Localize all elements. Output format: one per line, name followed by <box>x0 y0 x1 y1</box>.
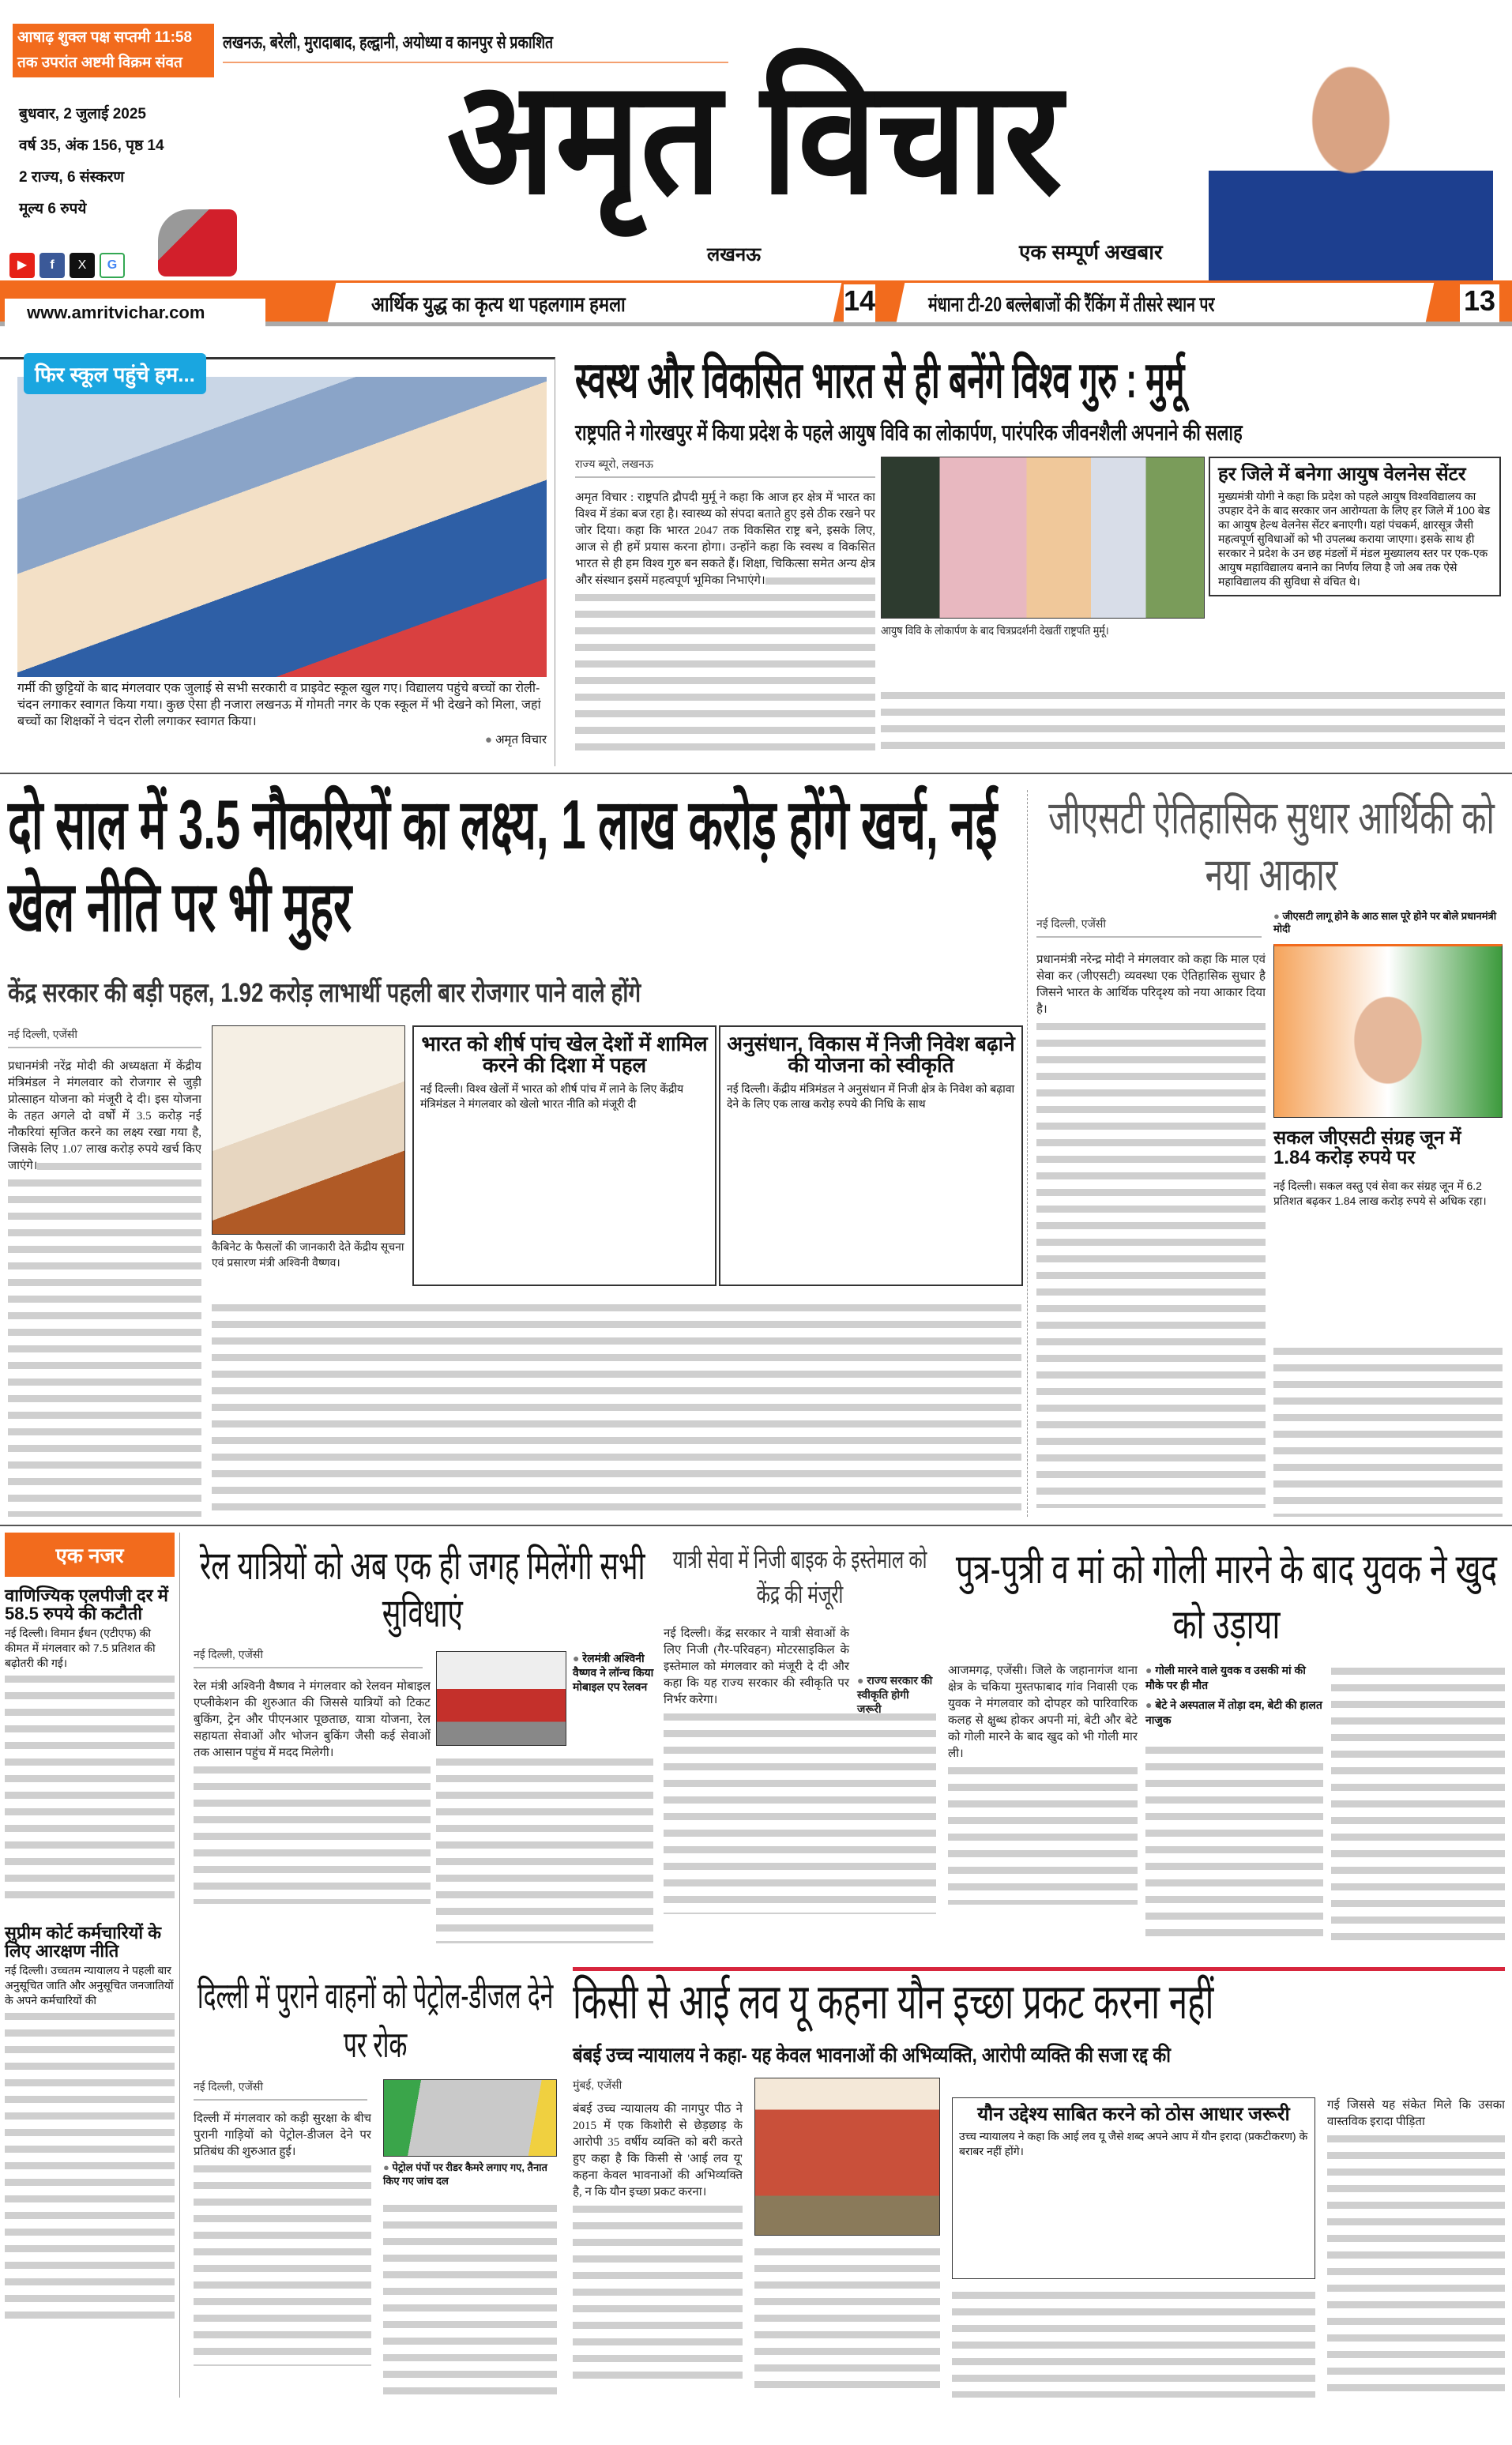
facebook-icon[interactable]: f <box>39 253 65 278</box>
social-icons <box>9 253 125 278</box>
gst-column-rule <box>1027 790 1028 1517</box>
fuel-headline: दिल्ली में पुराने वाहनों को पेट्रोल-डीजल देने पर रोक <box>197 1975 554 2065</box>
bike-headline: यात्री सेवा में निजी बाइक के इस्तेमाल को केंद्र की मंजूरी <box>672 1545 927 1608</box>
brief-title: सुप्रीम कोर्ट कर्मचारियों के लिए आरक्षण नीति <box>5 1923 162 1962</box>
gst-box-body: नई दिल्ली। सकल वस्तु एवं सेवा कर संग्रह जून में 6.2 प्रतिशत बढ़कर 1.84 लाख करोड़ रुपये से अधिक रहा। <box>1273 1179 1487 1207</box>
murmu-headline: स्वस्थ और विकसित भारत से ही बनेंगे विश्व गुरु : मुर्मू <box>575 352 1185 408</box>
gst-body: प्रधानमंत्री नरेन्द्र मोदी ने मंगलवार को कहा कि माल एवं सेवा कर (जीएसटी) व्यवस्था एक ऐतिहासिक सुधार है जिसने भारत के आर्थिक परिदृश्य को नया आकार दिया है। <box>1036 952 1266 1517</box>
bike-bullet: ● राज्य सरकार की स्वीकृति होगी जरूरी <box>857 1673 936 1716</box>
research-box-title: अनुसंधान, विकास में निजी निवेश बढ़ाने की योजना को स्वीकृति <box>727 1032 1015 1078</box>
jobs-heading-block <box>8 784 1019 948</box>
fuel-caption: ● पेट्रोल पंपों पर रीडर कैमरे लगाए गए, तैनात किए गए जांच दल <box>383 2161 557 2187</box>
teaser-2-text[interactable]: मंधाना टी-20 बल्लेबाजों की रैंकिंग में तीसरे स्थान पर <box>928 292 1215 316</box>
sports-policy-box <box>412 1025 717 1286</box>
fuel-body: दिल्ली में मंगलवार को कड़ी सुरक्षा के बीच पुरानी गाड़ियों को पेट्रोल-डीजल देने पर प्रतिबंध की शुरुआत हुई। <box>194 2111 371 2398</box>
tagline: एक सम्पूर्ण अखबार <box>1019 240 1163 264</box>
gst-bullet: ● जीएसटी लागू होने के आठ साल पूरे होने पर बोले प्रधानमंत्री मोदी <box>1273 910 1503 935</box>
school-caption-block <box>17 680 547 747</box>
loveu-dateline: मुंबई, एजेंसी <box>573 2078 622 2091</box>
red-rule <box>573 1967 1505 1971</box>
website-url[interactable]: www.amritvichar.com <box>5 299 265 326</box>
rail-bullet: ● रेलमंत्री अश्विनी वैष्णव ने लॉन्च किया मोबाइल एप रेलवन <box>573 1651 656 1694</box>
school-photo-panel <box>0 357 555 766</box>
murmu-body-cont <box>881 687 1505 758</box>
modi-photo <box>1273 944 1503 1118</box>
ayush-photo <box>881 457 1205 619</box>
gst-body-cont <box>1273 1343 1503 1517</box>
murmu-body: अमृत विचार : राष्ट्रपति द्रौपदी मुर्मू ने कहा कि आज हर क्षेत्र में भारत का विश्व में डंका बज रहा है। स्वास्थ्य को संपदा बताते हुए इसे ठीक रखने पर जोर दिया। कहा कि भारत 2047 तक विकसित राष्ट्र बने, इसके लिए, आज से ही हमें प्रयास करना होगा। उन्होंने कहा कि स्वस्थ व विकसित भारत से ही हम विश्व गुरु बन सकते हैं। शिक्षा, चिकित्सा समेत अन्य क्षेत्र और संस्थान इसमें महत्वपूर्ण भूमिका निभाएंगे। <box>575 490 875 758</box>
divider <box>0 1525 1512 1526</box>
teaser-2-page: 13 <box>1460 284 1499 322</box>
ayush-box-title: हर जिले में बनेगा आयुष वेलनेस सेंटर <box>1218 464 1466 485</box>
crime-body-cont <box>1145 1742 1323 1943</box>
gst-dateline: नई दिल्ली, एजेंसी <box>1036 916 1262 938</box>
gst-box-title: सकल जीएसटी संग्रह जून में 1.84 करोड़ रुपये पर <box>1273 1127 1461 1169</box>
fuel-nozzle-photo <box>383 2079 557 2157</box>
rail-headline: रेल यात्रियों को अब एक ही जगह मिलेंगी सभी सुविधाएं <box>199 1544 645 1635</box>
issue-date: बुधवार, 2 जुलाई 2025 <box>19 106 146 122</box>
murmu-dateline: राज्य ब्यूरो, लखनऊ <box>575 457 875 478</box>
school-caption: गर्मी की छुट्टियों के बाद मंगलवार एक जुलाई से सभी सरकारी व प्राइवेट स्कूल खुल गए। विद्यालय पहुंचे बच्चों का रोली-चंदन लगाकर स्वागत किया गया। कुछ ऐसा ही नजारा लखनऊ में गोमती नगर के एक स्कूल में भी देखने को मिला, जहां बच्चों का शिक्षकों ने चंदन रोली लगाकर स्वागत किया। <box>17 682 541 728</box>
photo-credit: ● अमृत विचार <box>17 732 547 747</box>
editions-line: लखनऊ, बरेली, मुरादाबाद, हल्द्वानी, अयोध्या व कानपुर से प्रकाशित <box>223 30 728 63</box>
brief-title: वाणिज्यिक एलपीजी दर में 58.5 रुपये की कटौती <box>5 1585 168 1624</box>
brief-body: नई दिल्ली। उच्चतम न्यायालय ने पहली बार अनुसूचित जाति और अनुसूचित जनजातियों के अपने कर्मचारियों की <box>5 1964 174 2007</box>
rail-body: रेल मंत्री अश्विनी वैष्णव ने मंगलवार को रेलवन मोबाइल एप्लीकेशन की शुरुआत की जिससे यात्रियों को टिकट बुकिंग, ट्रेन और पीएनआर पूछताछ, यात्रा योजना, रेल सहायता सेवाओं और भोजन बुकिंग जैसी कई सेवाओं तक आसान पहुंच में मदद मिलेगी। <box>194 1679 431 1943</box>
ayush-wellness-box <box>1209 457 1501 596</box>
google-icon[interactable]: G <box>100 253 125 278</box>
x-icon[interactable]: X <box>70 253 95 278</box>
loveu-body-cont <box>952 2287 1315 2398</box>
teaser-1-text[interactable]: आर्थिक युद्ध का कृत्य था पहलगाम हमला <box>371 292 626 316</box>
loveu-side-body: गई जिससे यह संकेत मिले कि उसका वास्तविक इरादा पीड़िता <box>1327 2097 1505 2398</box>
panchang-box: आषाढ़ शुक्ल पक्ष सप्तमी 11:58 तक उपरांत अष्टमी विक्रम संवत 2082 <box>13 24 214 77</box>
crime-bullets <box>1145 1663 1323 1728</box>
sexual-intent-box <box>952 2097 1315 2279</box>
jobs-body-cont <box>212 1300 1021 1517</box>
rail-dateline: नई दिल्ली, एजेंसी <box>194 1647 423 1668</box>
brief-text <box>5 1671 175 1908</box>
crime-body-cont <box>1331 1663 1505 1943</box>
cabinet-photo <box>212 1025 405 1235</box>
teaser-1-page: 14 <box>844 284 875 322</box>
ek-nazar-label: एक नजर <box>5 1533 175 1577</box>
sports-box-title: भारत को शीर्ष पांच खेल देशों में शामिल करने की दिशा में पहल <box>421 1032 708 1078</box>
gst-headline: जीएसटी ऐतिहासिक सुधार आर्थिकी को नया आकार <box>1048 792 1495 901</box>
ek-nazar-sidebar <box>0 1533 180 2398</box>
price: मूल्य 6 रुपये <box>19 201 87 217</box>
divider <box>0 773 1512 774</box>
school-tag: फिर स्कूल पहुंचे हम... <box>24 353 206 394</box>
crime-body: आजमगढ़, एजेंसी। जिले के जहानागंज थाना क्षेत्र के चकिया मुस्तफाबाद गांव निवासी एक युवक ने मंगलवार को दोपहर को पारिवारिक कलह से क्षुब्ध होकर अपनी मां, बेटी और बेटे को गोली मारने के बाद खुद को भी गोली मार ली। <box>948 1663 1138 1943</box>
brief-body: नई दिल्ली। विमान ईंधन (एटीएफ) की कीमत में मंगलवार को 7.5 प्रतिशत की बढ़ोतरी की गई। <box>5 1627 156 1670</box>
jobs-subhead: केंद्र सरकार की बड़ी पहल, 1.92 करोड़ लाभार्थी पहली बार रोजगार पाने वाले होंगे <box>8 978 641 1008</box>
issue-number: वर्ष 35, अंक 156, पृष्ठ 14 <box>19 137 164 154</box>
edition-count: 2 राज्य, 6 संस्करण <box>19 169 125 186</box>
brief-text <box>5 2008 175 2324</box>
train-photo <box>436 1651 566 1746</box>
jobs-dateline: नई दिल्ली, एजेंसी <box>8 1027 201 1048</box>
loveu-subhead: बंबई उच्च न्यायालय ने कहा- यह केवल भावनाओं की अभिव्यक्ति, आरोपी व्यक्ति की सजा रद्द की <box>573 2043 1171 2067</box>
cabinet-photo-caption: कैबिनेट के फैसलों की जानकारी देते केंद्रीय सूचना एवं प्रसारण मंत्री अश्विनी वैष्णव। <box>212 1240 404 1269</box>
city-label: लखनऊ <box>707 244 762 265</box>
loveu-body-cont <box>754 2244 940 2398</box>
newspaper-title: अमृत विचार <box>446 50 1063 226</box>
jobs-body: प्रधानमंत्री नरेंद्र मोदी की अध्यक्षता में केंद्रीय मंत्रिमंडल ने मंगलवार को रोजगार से जुड़ी प्रोत्साहन योजना को मंजूरी दे दी। इस योजना के तहत अगले दो वर्षों में 3.5 करोड़ नई नौकरियां सृजित करने का लक्ष्य रखा गया है, जिसके लिए 1.07 लाख करोड़ रुपये खर्च किए जाएंगे। <box>8 1059 201 1517</box>
mic-logo <box>158 209 237 276</box>
bike-body: ● राज्य सरकार की स्वीकृति होगी जरूरी नई दिल्ली। केंद्र सरकार ने यात्री सेवाओं के लिए निजी (गैर-परिवहन) मोटरसाइकिल के इस्तेमाल को मंगलवार को मंजूरी दे दी और कहा कि यह राज्य सरकार की स्वीकृति पर निर्भर करेगा। <box>664 1626 936 1943</box>
crime-bullet: ● गोली मारने वाले युवक व उसकी मां की मौके पर ही मौत <box>1145 1663 1323 1693</box>
fuel-dateline: नई दिल्ली, एजेंसी <box>194 2079 367 2101</box>
research-box-body: नई दिल्ली। केंद्रीय मंत्रिमंडल ने अनुसंधान में निजी क्षेत्र के निवेश को बढ़ावा देने के लिए एक लाख करोड़ रुपये की निधि के साथ <box>727 1081 1015 1110</box>
sports-box-body: नई दिल्ली। विश्व खेलों में भारत को शीर्ष पांच में लाने के लिए केंद्रीय मंत्रिमंडल ने मंगलवार को खेलो भारत नीति को मंजूरी दी <box>420 1081 684 1110</box>
loveu-headline: किसी से आई लव यू कहना यौन इच्छा प्रकट करना नहीं <box>573 1975 1214 2029</box>
box-title: यौन उद्देश्य साबित करने को ठोस आधार जरूरी <box>977 2104 1290 2125</box>
research-box <box>719 1025 1023 1286</box>
fuel-body-cont <box>383 2200 557 2398</box>
crime-headline: पुत्र-पुत्री व मां को गोली मारने के बाद युवक ने खुद को उड़ाया <box>955 1547 1498 1648</box>
school-photo <box>17 377 547 677</box>
ayush-photo-caption: आयुष विवि के लोकार्पण के बाद चित्रप्रदर्शनी देखतीं राष्ट्रपति मुर्मू। <box>881 624 1109 637</box>
high-court-photo <box>754 2078 940 2236</box>
rail-body-cont <box>436 1754 653 1943</box>
murmu-subhead: राष्ट्रपति ने गोरखपुर में किया प्रदेश के पहले आयुष विवि का लोकार्पण, पारंपरिक जीवनशैली अपनाने की सलाह <box>575 420 1243 445</box>
youtube-icon[interactable]: ▶ <box>9 253 35 278</box>
edition-info <box>19 99 164 225</box>
box-body: उच्च न्यायालय ने कहा कि आई लव यू जैसे शब्द अपने आप में यौन इरादा (प्रकटीकरण) के बराबर नहीं होंगे। <box>959 2130 1308 2158</box>
jobs-headline: दो साल में 3.5 नौकरियों का लक्ष्य, 1 लाख करोड़ होंगे खर्च, नई खेल नीति पर भी मुहर <box>8 785 998 946</box>
crime-bullet: ● बेटे ने अस्पताल में तोड़ा दम, बेटी की हालत नाजुक <box>1145 1698 1323 1728</box>
loveu-body: बंबई उच्च न्यायालय की नागपुर पीठ ने 2015 में एक किशोरी से छेड़छाड़ के आरोपी 35 वर्षीय व्यक्ति को बरी करते हुए कहा है कि किसी से 'आई लव यू' कहना केवल भावनाओं की अभिव्यक्ति है, न कि यौन इच्छा प्रकट करना। <box>573 2101 743 2398</box>
ayush-box-body: मुख्यमंत्री योगी ने कहा कि प्रदेश को पहले आयुष विश्वविद्यालय का उपहार देने के बाद सरकार जन आरोग्यता के लिए हर जिले में 100 बेड का आयुष हेल्थ वेलनेस सेंटर बनाएगी। यहां पंचकर्म, क्षारसूत्र जैसी महत्वपूर्ण सुविधाओं को भी उपलब्ध कराया जाएगा। इसके साथ ही सरकार ने प्रदेश के उन छह मंडलों में मंडल मुख्यालय स्तर पर एक-एक आयुष महाविद्यालय बनाने का निर्णय लिया है जो अब तक ऐसे महाविद्यालय की सुविधा से वंचित थे। <box>1218 490 1491 589</box>
cricketer-photo <box>1209 32 1493 284</box>
